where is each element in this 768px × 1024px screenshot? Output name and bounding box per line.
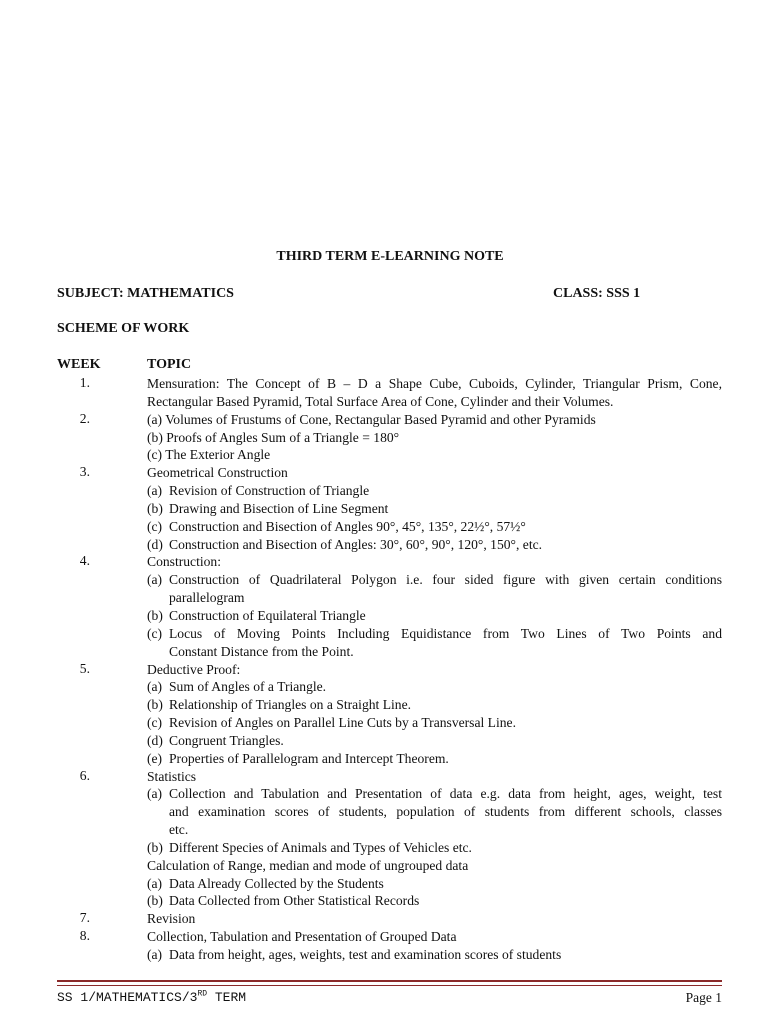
topic-text: etc. [169, 822, 189, 838]
topic-subitem [147, 732, 722, 750]
subitem-label: (c) [147, 715, 163, 731]
topic-subitem [147, 696, 722, 714]
subject-label: SUBJECT: MATHEMATICS [57, 286, 234, 301]
subitem-label: (b) [147, 839, 163, 855]
week-number: 8. [79, 928, 90, 944]
topic-text: Mensuration: The Concept of B – D a Shape Cube, Cuboids, Cylinder, Triangular Prism, Cone, [147, 376, 722, 391]
week-number: 3. [79, 464, 90, 480]
topic-text: Revision [147, 911, 196, 927]
topic-text: Construction and Bisection of Angles 90°, 45°, 135°, 22½°, 57½° [169, 518, 526, 534]
topic-text: Relationship of Triangles on a Straight Line. [169, 697, 412, 713]
subitem-label: (b) [147, 607, 163, 623]
subitem-label: (a) [147, 572, 163, 588]
subitem-label: (a) [147, 947, 163, 962]
subitem-label: (c) [147, 625, 163, 641]
topic-text: Congruent Triangles. [169, 732, 284, 748]
week-row [0, 768, 768, 911]
subitem-label: (d) [147, 536, 163, 552]
week-column-header: WEEK [57, 357, 101, 372]
class-label: CLASS: SSS 1 [553, 286, 641, 301]
week-number: 6. [79, 767, 90, 783]
topic-text: Constant Distance from the Point. [169, 643, 354, 659]
subitem-label: (a) [147, 875, 163, 891]
topic-text: Properties of Parallelogram and Intercept Theorem. [169, 750, 449, 766]
topic-text: Statistics [147, 768, 197, 784]
subitem-label: (c) [147, 518, 163, 534]
document-title: THIRD TERM E-LEARNING NOTE [276, 249, 504, 264]
topic-subitem [147, 785, 722, 839]
topic-text: parallelogram [169, 590, 245, 606]
footer-rule-thin [57, 985, 722, 986]
week-number: 2. [79, 410, 90, 426]
topic-text: (c) The Exterior Angle [147, 447, 271, 463]
topic-subitem [147, 678, 722, 696]
topic-subitem [147, 750, 722, 768]
topic-subitem [147, 892, 722, 910]
subitem-label: (a) [147, 786, 163, 802]
topic-text: Sum of Angles of a Triangle. [169, 679, 327, 695]
topic-text: Data Already Collected by the Students [169, 875, 384, 891]
footer-course-label: SS 1/MATHEMATICS/3RD TERM [57, 989, 247, 1005]
topic-subitem [147, 571, 722, 607]
topic-text: (a) Volumes of Frustums of Cone, Rectangular Based Pyramid and other Pyramids [147, 411, 596, 427]
topic-subitem [147, 839, 722, 857]
subitem-label: (e) [147, 750, 163, 766]
topic-text: Collection, Tabulation and Presentation of Grouped Data [147, 929, 457, 945]
subitem-label: (a) [147, 483, 163, 499]
topic-subitem [147, 625, 722, 661]
week-number: 4. [79, 553, 90, 569]
week-number: 7. [79, 910, 90, 926]
topic-subitem [147, 500, 722, 518]
topic-subitem [147, 482, 722, 500]
week-row [0, 928, 768, 964]
topic-text: Revision of Construction of Triangle [169, 483, 370, 499]
week-number: 1. [79, 375, 90, 390]
scheme-heading: SCHEME OF WORK [57, 321, 190, 336]
topic-subitem [147, 714, 722, 732]
topic-text: and examination scores of students, population of students from different schools, classes [169, 804, 722, 820]
week-row [0, 910, 768, 928]
topic-text: Rectangular Based Pyramid, Total Surface Area of Cone, Cylinder and their Volumes. [147, 393, 614, 409]
topic-text: Construction and Bisection of Angles: 30°, 60°, 90°, 120°, 150°, etc. [169, 536, 543, 552]
topic-text: (b) Proofs of Angles Sum of a Triangle = 180° [147, 429, 400, 445]
scheme-table [0, 375, 768, 964]
topic-text: Construction of Equilateral Triangle [169, 607, 366, 623]
topic-subitem [147, 875, 722, 893]
topic-text: Data from height, ages, weights, test and examination scores of students [169, 947, 562, 962]
week-row [0, 464, 768, 553]
topic-text: Geometrical Construction [147, 465, 288, 481]
week-number: 5. [79, 660, 90, 676]
topic-subitem [147, 946, 722, 964]
topic-text: Different Species of Animals and Types of Vehicles etc. [169, 839, 472, 855]
topic-column-header: TOPIC [147, 357, 192, 372]
topic-text: Data Collected from Other Statistical Records [169, 893, 420, 909]
subitem-label: (a) [147, 679, 163, 695]
week-row [0, 661, 768, 768]
page-number: Page 1 [685, 990, 722, 1005]
topic-text: Calculation of Range, median and mode of ungrouped data [147, 857, 469, 873]
subitem-label: (d) [147, 732, 163, 748]
subitem-label: (b) [147, 500, 163, 516]
topic-text: Drawing and Bisection of Line Segment [169, 500, 389, 516]
topic-text: Construction: [147, 554, 222, 570]
subitem-label: (b) [147, 893, 163, 909]
topic-subitem [147, 607, 722, 625]
week-row [0, 411, 768, 465]
topic-subitem [147, 518, 722, 536]
week-row [0, 553, 768, 660]
week-row [0, 375, 768, 411]
topic-subitem [147, 536, 722, 554]
topic-text: Locus of Moving Points Including Equidistance from Two Lines of Two Points and [169, 625, 722, 641]
topic-text: Construction of Quadrilateral Polygon i.e. four sided figure with given certain conditions [169, 572, 722, 588]
topic-text: Collection and Tabulation and Presentation of data e.g. data from height, ages, weight, test [169, 786, 722, 802]
topic-text: Revision of Angles on Parallel Line Cuts by a Transversal Line. [169, 715, 516, 731]
footer-rule [57, 980, 722, 982]
subitem-label: (b) [147, 697, 163, 713]
topic-text: Deductive Proof: [147, 661, 241, 677]
